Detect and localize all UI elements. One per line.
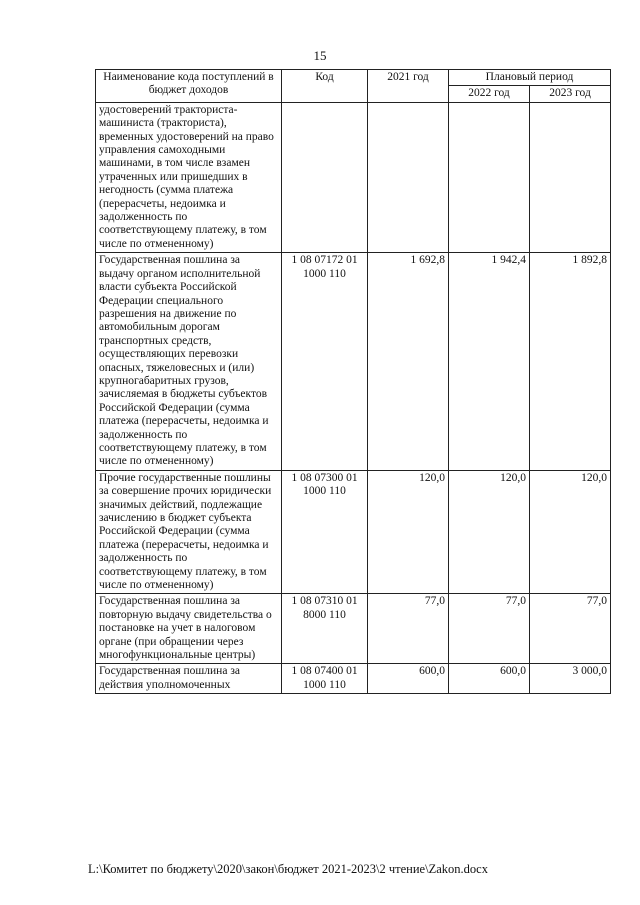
- row-2021: 600,0: [368, 664, 449, 694]
- header-2023: 2023 год: [530, 86, 611, 102]
- table-row: [96, 470, 611, 594]
- page-number: 15: [313, 48, 327, 63]
- footer-file-path: L:\Комитет по бюджету\2020\закон\бюджет 2021-2023\2 чтение\Zakon.docx: [88, 862, 488, 876]
- row-name: Государственная пошлина за действия уполномоченных: [96, 664, 282, 694]
- row-2022: 120,0: [449, 470, 530, 594]
- header-code: Код: [282, 70, 368, 103]
- row-2023: 120,0: [530, 470, 611, 594]
- row-2022: 1 942,4: [449, 253, 530, 471]
- row-code: [282, 102, 368, 252]
- row-name: Государственная пошлина за повторную выдачу свидетельства о постановке на учет в налоговом органе (при обращении через многофункциональные центры): [96, 594, 282, 664]
- row-name: Государственная пошлина за выдачу органом исполнительной власти субъекта Российской Федерации специального разрешения на движение по автомобильным дорогам транспортных средств, осуществляющих перевозки опасных, тяжеловесных и (или) крупногабаритных грузов, зачисляемая в бюджеты субъектов Российской Федерации (сумма платежа (перерасчеты, недоимка и задолженность по соответствующему платежу, в том числе по отмененному): [96, 253, 282, 471]
- row-name: удостоверений тракториста-машиниста (тракториста), временных удостоверений на право управления самоходными машинами, в том числе взамен утраченных или пришедших в негодность (сумма платежа (перерасчеты, недоимка и задолженность по соответствующему платежу, в том числе по отмененному): [96, 102, 282, 252]
- row-2022: [449, 102, 530, 252]
- header-name: Наименование кода поступлений в бюджет доходов: [96, 70, 282, 103]
- header-plan-period: Плановый период: [449, 70, 611, 86]
- row-2021: [368, 102, 449, 252]
- row-code: 1 08 07172 01 1000 110: [282, 253, 368, 471]
- row-code: 1 08 07400 01 1000 110: [282, 664, 368, 694]
- row-2023: [530, 102, 611, 252]
- row-2021: 120,0: [368, 470, 449, 594]
- row-name: Прочие государственные пошлины за совершение прочих юридически значимых действий, подлежащие зачислению в бюджет субъекта Российской Федерации (сумма платежа (перерасчеты, недоимка и задолженность по соответствующему платежу, в том числе по отмененному): [96, 470, 282, 594]
- table-row: [96, 664, 611, 694]
- row-2023: 1 892,8: [530, 253, 611, 471]
- header-2021: 2021 год: [368, 70, 449, 103]
- row-2022: 600,0: [449, 664, 530, 694]
- row-code: 1 08 07300 01 1000 110: [282, 470, 368, 594]
- table-row: [96, 102, 611, 252]
- row-2021: 1 692,8: [368, 253, 449, 471]
- header-2022: 2022 год: [449, 86, 530, 102]
- table-row: [96, 594, 611, 664]
- row-code: 1 08 07310 01 8000 110: [282, 594, 368, 664]
- budget-table: [95, 69, 611, 694]
- header-row: [96, 70, 611, 86]
- row-2023: 77,0: [530, 594, 611, 664]
- table-row: [96, 253, 611, 471]
- row-2021: 77,0: [368, 594, 449, 664]
- row-2023: 3 000,0: [530, 664, 611, 694]
- row-2022: 77,0: [449, 594, 530, 664]
